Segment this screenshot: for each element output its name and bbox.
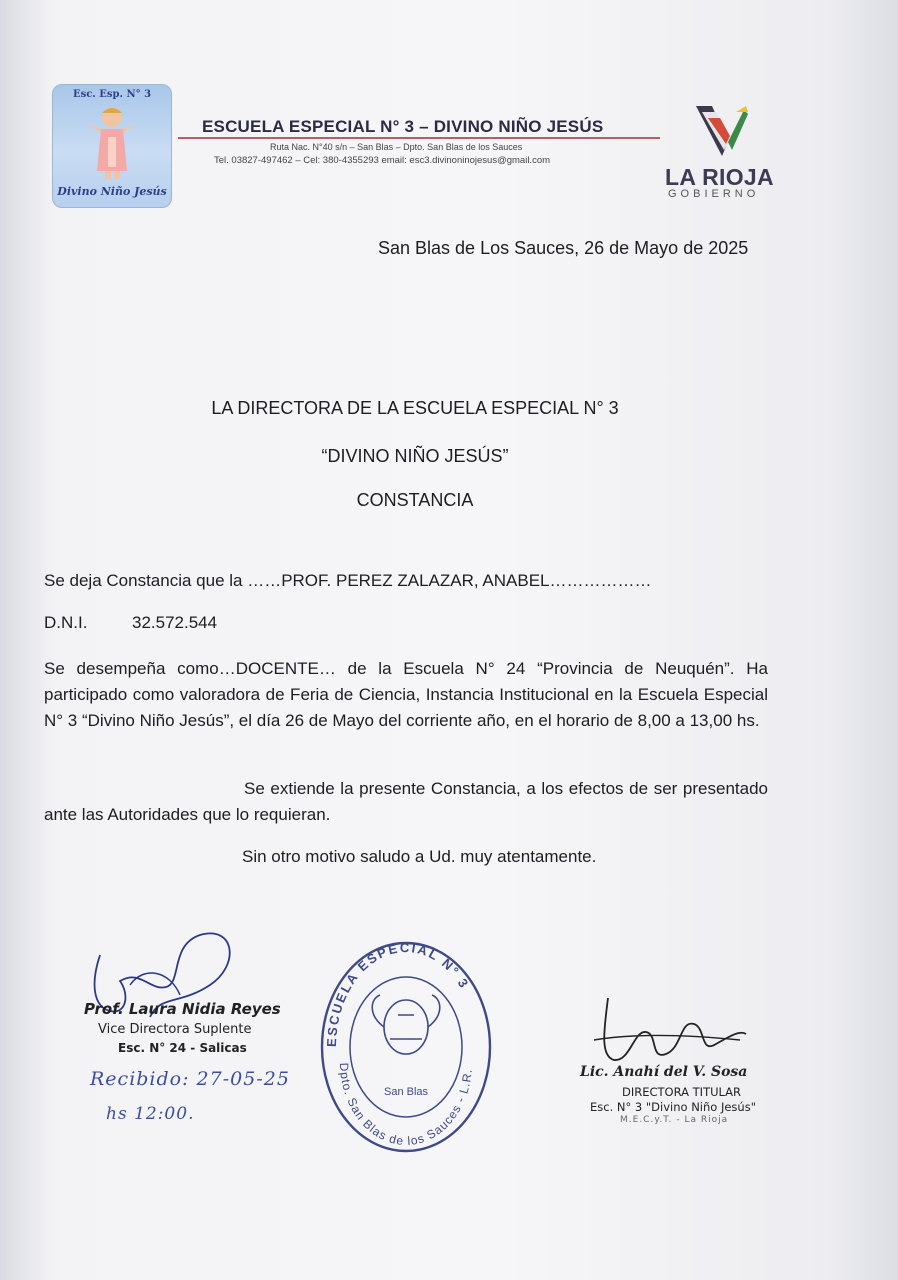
stamp-ring-text: ESCUELA ESPECIAL N° 3 [323, 939, 473, 1048]
left-signer-title: Vice Directora Suplente [98, 1022, 252, 1037]
school-name: ESCUELA ESPECIAL N° 3 – DIVINO NIÑO JESÚS [202, 117, 604, 136]
heading-school: “DIVINO NIÑO JESÚS” [321, 446, 509, 466]
closing-line: Sin otro motivo saludo a Ud. muy atentamente. [242, 847, 597, 866]
left-signature-scribble-icon [70, 925, 270, 1035]
paragraph-role: Se desempeña como…DOCENTE… de la Escuela N° 24 “Provincia de Neuquén”. Ha participado como valoradora de Feria de Ciencia, Instancia Institucional en la Escuela Especial N° 3 “Divino Niño Jesús”, el día 26 de Mayo del corriente año, en el horario de 8,00 a 13,00 hs. [44, 659, 768, 730]
right-signature-scribble-icon [590, 990, 750, 1070]
school-stamp-icon [318, 935, 493, 1155]
child-figure-icon [83, 103, 141, 183]
gov-name: LA RIOJA [665, 164, 774, 190]
right-signer-school: Esc. N° 3 "Divino Niño Jesús" [590, 1100, 756, 1114]
dni-label: D.N.I. [44, 613, 88, 632]
dni-value: 32.572.544 [132, 613, 218, 632]
received-time: hs 12:00. [106, 1104, 195, 1124]
logo-bottom-text: Divino Niño Jesús [57, 185, 167, 198]
stamp-center-text: San Blas [383, 1086, 429, 1098]
left-signer-name: Prof. Laura Nidia Reyes [84, 1000, 281, 1018]
svg-text:Dpto. San Blas de los Sauces - [337, 1062, 475, 1148]
la-rioja-logo-icon [692, 102, 750, 162]
school-logo [52, 84, 172, 208]
constancia-line: Se deja Constancia que la ……PROF. PEREZ ZALAZAR, ANABEL……………… [44, 571, 652, 590]
paragraph-purpose: Se extiende la presente Constancia, a los efectos de ser presentado ante las Autoridades que lo requieran. [44, 779, 768, 824]
received-note: Recibido: 27-05-25 [90, 1068, 290, 1090]
stamp-bottom-text: Dpto. San Blas de los Sauces - L.R. [336, 1062, 475, 1149]
svg-text:ESCUELA ESPECIAL N° 3 [324, 940, 472, 1047]
heading-constancia: CONSTANCIA [356, 490, 474, 510]
right-signer-ministry: M.E.C.y.T. - La Rioja [620, 1115, 729, 1125]
heading-director: LA DIRECTORA DE LA ESCUELA ESPECIAL N° 3 [211, 398, 619, 418]
school-contact: Tel. 03827-497462 – Cel: 380-4355293 email: esc3.divinoninojesus@gmail.com [214, 155, 551, 166]
right-signer-name: Lic. Anahí del V. Sosa [580, 1064, 748, 1080]
gov-subtitle: GOBIERNO [668, 188, 760, 200]
right-signer-title: DIRECTORA TITULAR [622, 1085, 742, 1099]
logo-top-text: Esc. Esp. N° 3 [72, 89, 152, 100]
header-divider [178, 137, 660, 139]
left-signer-school: Esc. N° 24 - Salicas [118, 1041, 247, 1055]
school-address: Ruta Nac. N°40 s/n – San Blas – Dpto. San Blas de los Sauces [270, 142, 523, 152]
date-line: San Blas de Los Sauces, 26 de Mayo de 2025 [378, 238, 749, 258]
